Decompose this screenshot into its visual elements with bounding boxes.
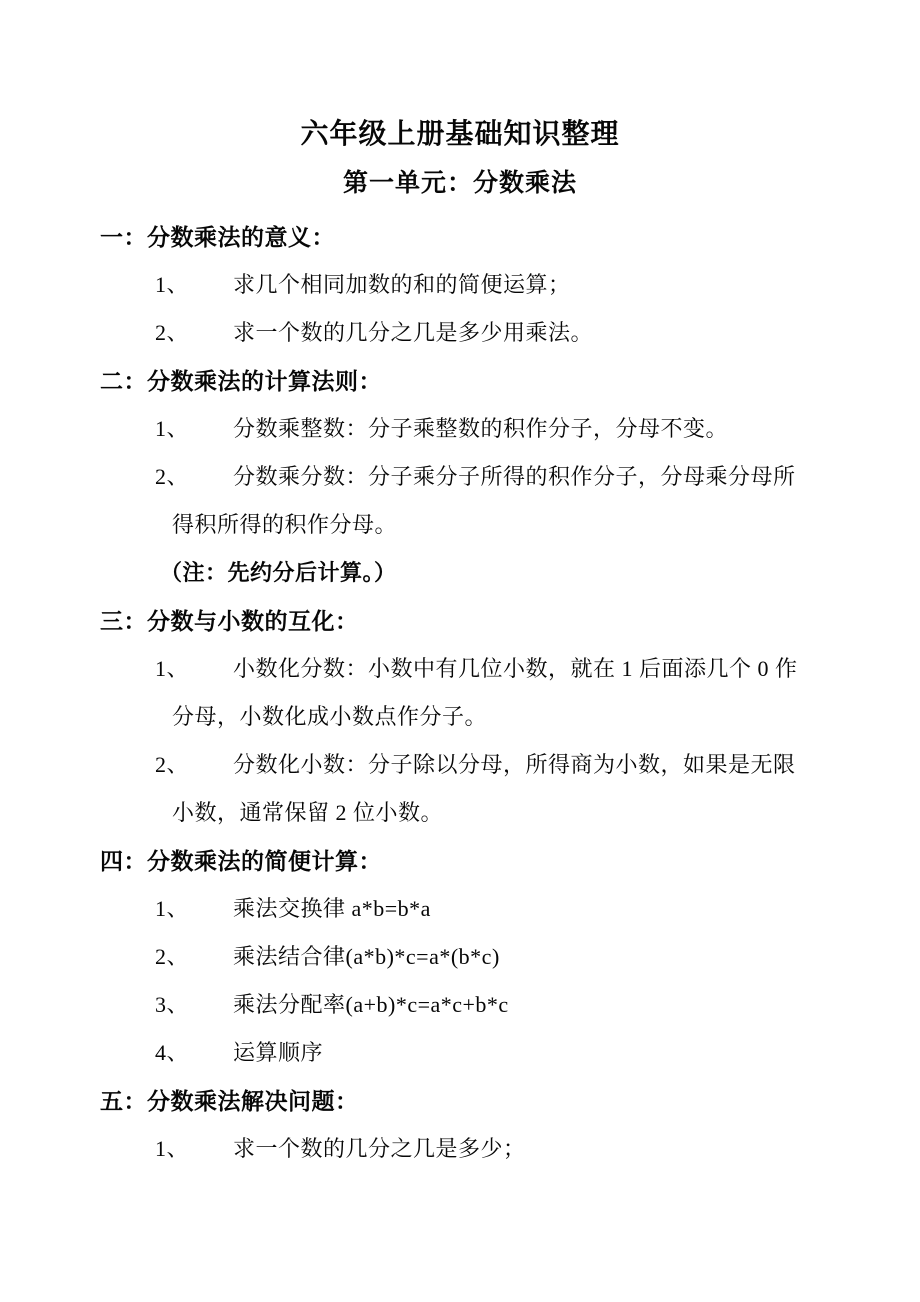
line-text: 乘法分配率(a+b)*c=a*c+b*c	[233, 992, 509, 1017]
list-item	[0, 654, 920, 702]
list-item	[0, 1038, 920, 1086]
line-text: 分数乘分数：分子乘分子所得的积作分子，分母乘分母所	[233, 464, 796, 489]
item-number: 1、	[155, 896, 190, 921]
list-item	[0, 942, 920, 990]
section-heading	[0, 846, 920, 894]
item-number: 2、	[155, 944, 190, 969]
item-number: 1、	[155, 656, 190, 681]
line-text: 小数化分数：小数中有几位小数，就在 1 后面添几个 0 作	[233, 656, 798, 681]
continuation-line	[0, 702, 920, 750]
line-text: 求一个数的几分之几是多少用乘法。	[233, 320, 594, 345]
list-item	[0, 270, 920, 318]
line-text: 二：分数乘法的计算法则：	[100, 368, 382, 394]
document-body	[0, 222, 920, 1182]
line-text: 分母，小数化成小数点作分子。	[172, 704, 488, 729]
line-text: 乘法结合律(a*b)*c=a*(b*c)	[233, 944, 500, 969]
line-text: 小数，通常保留 2 位小数。	[172, 800, 444, 825]
line-text: 三：分数与小数的互化：	[100, 608, 359, 634]
list-item	[0, 750, 920, 798]
section-heading	[0, 606, 920, 654]
item-number: 3、	[155, 992, 190, 1017]
continuation-line	[0, 798, 920, 846]
list-item	[0, 462, 920, 510]
line-text: 四：分数乘法的简便计算：	[100, 848, 382, 874]
line-text: 分数乘整数：分子乘整数的积作分子，分母不变。	[233, 416, 729, 441]
list-item	[0, 1134, 920, 1182]
section-heading	[0, 1086, 920, 1134]
item-number: 1、	[155, 416, 190, 441]
section-heading	[0, 222, 920, 270]
item-number: 4、	[155, 1040, 190, 1065]
continuation-line	[0, 510, 920, 558]
line-text: 乘法交换律 a*b=b*a	[233, 896, 431, 921]
list-item	[0, 990, 920, 1038]
item-number: 2、	[155, 464, 190, 489]
line-text: 求一个数的几分之几是多少；	[233, 1136, 526, 1161]
doc-title: 六年级上册基础知识整理	[300, 118, 620, 149]
item-number: 1、	[155, 1136, 190, 1161]
line-text: 一：分数乘法的意义：	[100, 224, 335, 250]
item-number: 2、	[155, 752, 190, 777]
section-heading	[0, 366, 920, 414]
item-number: 1、	[155, 272, 190, 297]
list-item	[0, 318, 920, 366]
item-number: 2、	[155, 320, 190, 345]
note-line	[0, 558, 920, 606]
line-text: 求几个相同加数的和的简便运算；	[233, 272, 571, 297]
line-text: 得积所得的积作分母。	[172, 512, 398, 537]
line-text: 分数化小数：分子除以分母，所得商为小数，如果是无限	[233, 752, 796, 777]
doc-subtitle: 第一单元：分数乘法	[342, 169, 577, 197]
list-item	[0, 894, 920, 942]
list-item	[0, 414, 920, 462]
line-text: 五：分数乘法解决问题：	[100, 1088, 359, 1114]
line-text: 运算顺序	[233, 1040, 324, 1065]
line-text: （注：先约分后计算。）	[160, 560, 397, 585]
